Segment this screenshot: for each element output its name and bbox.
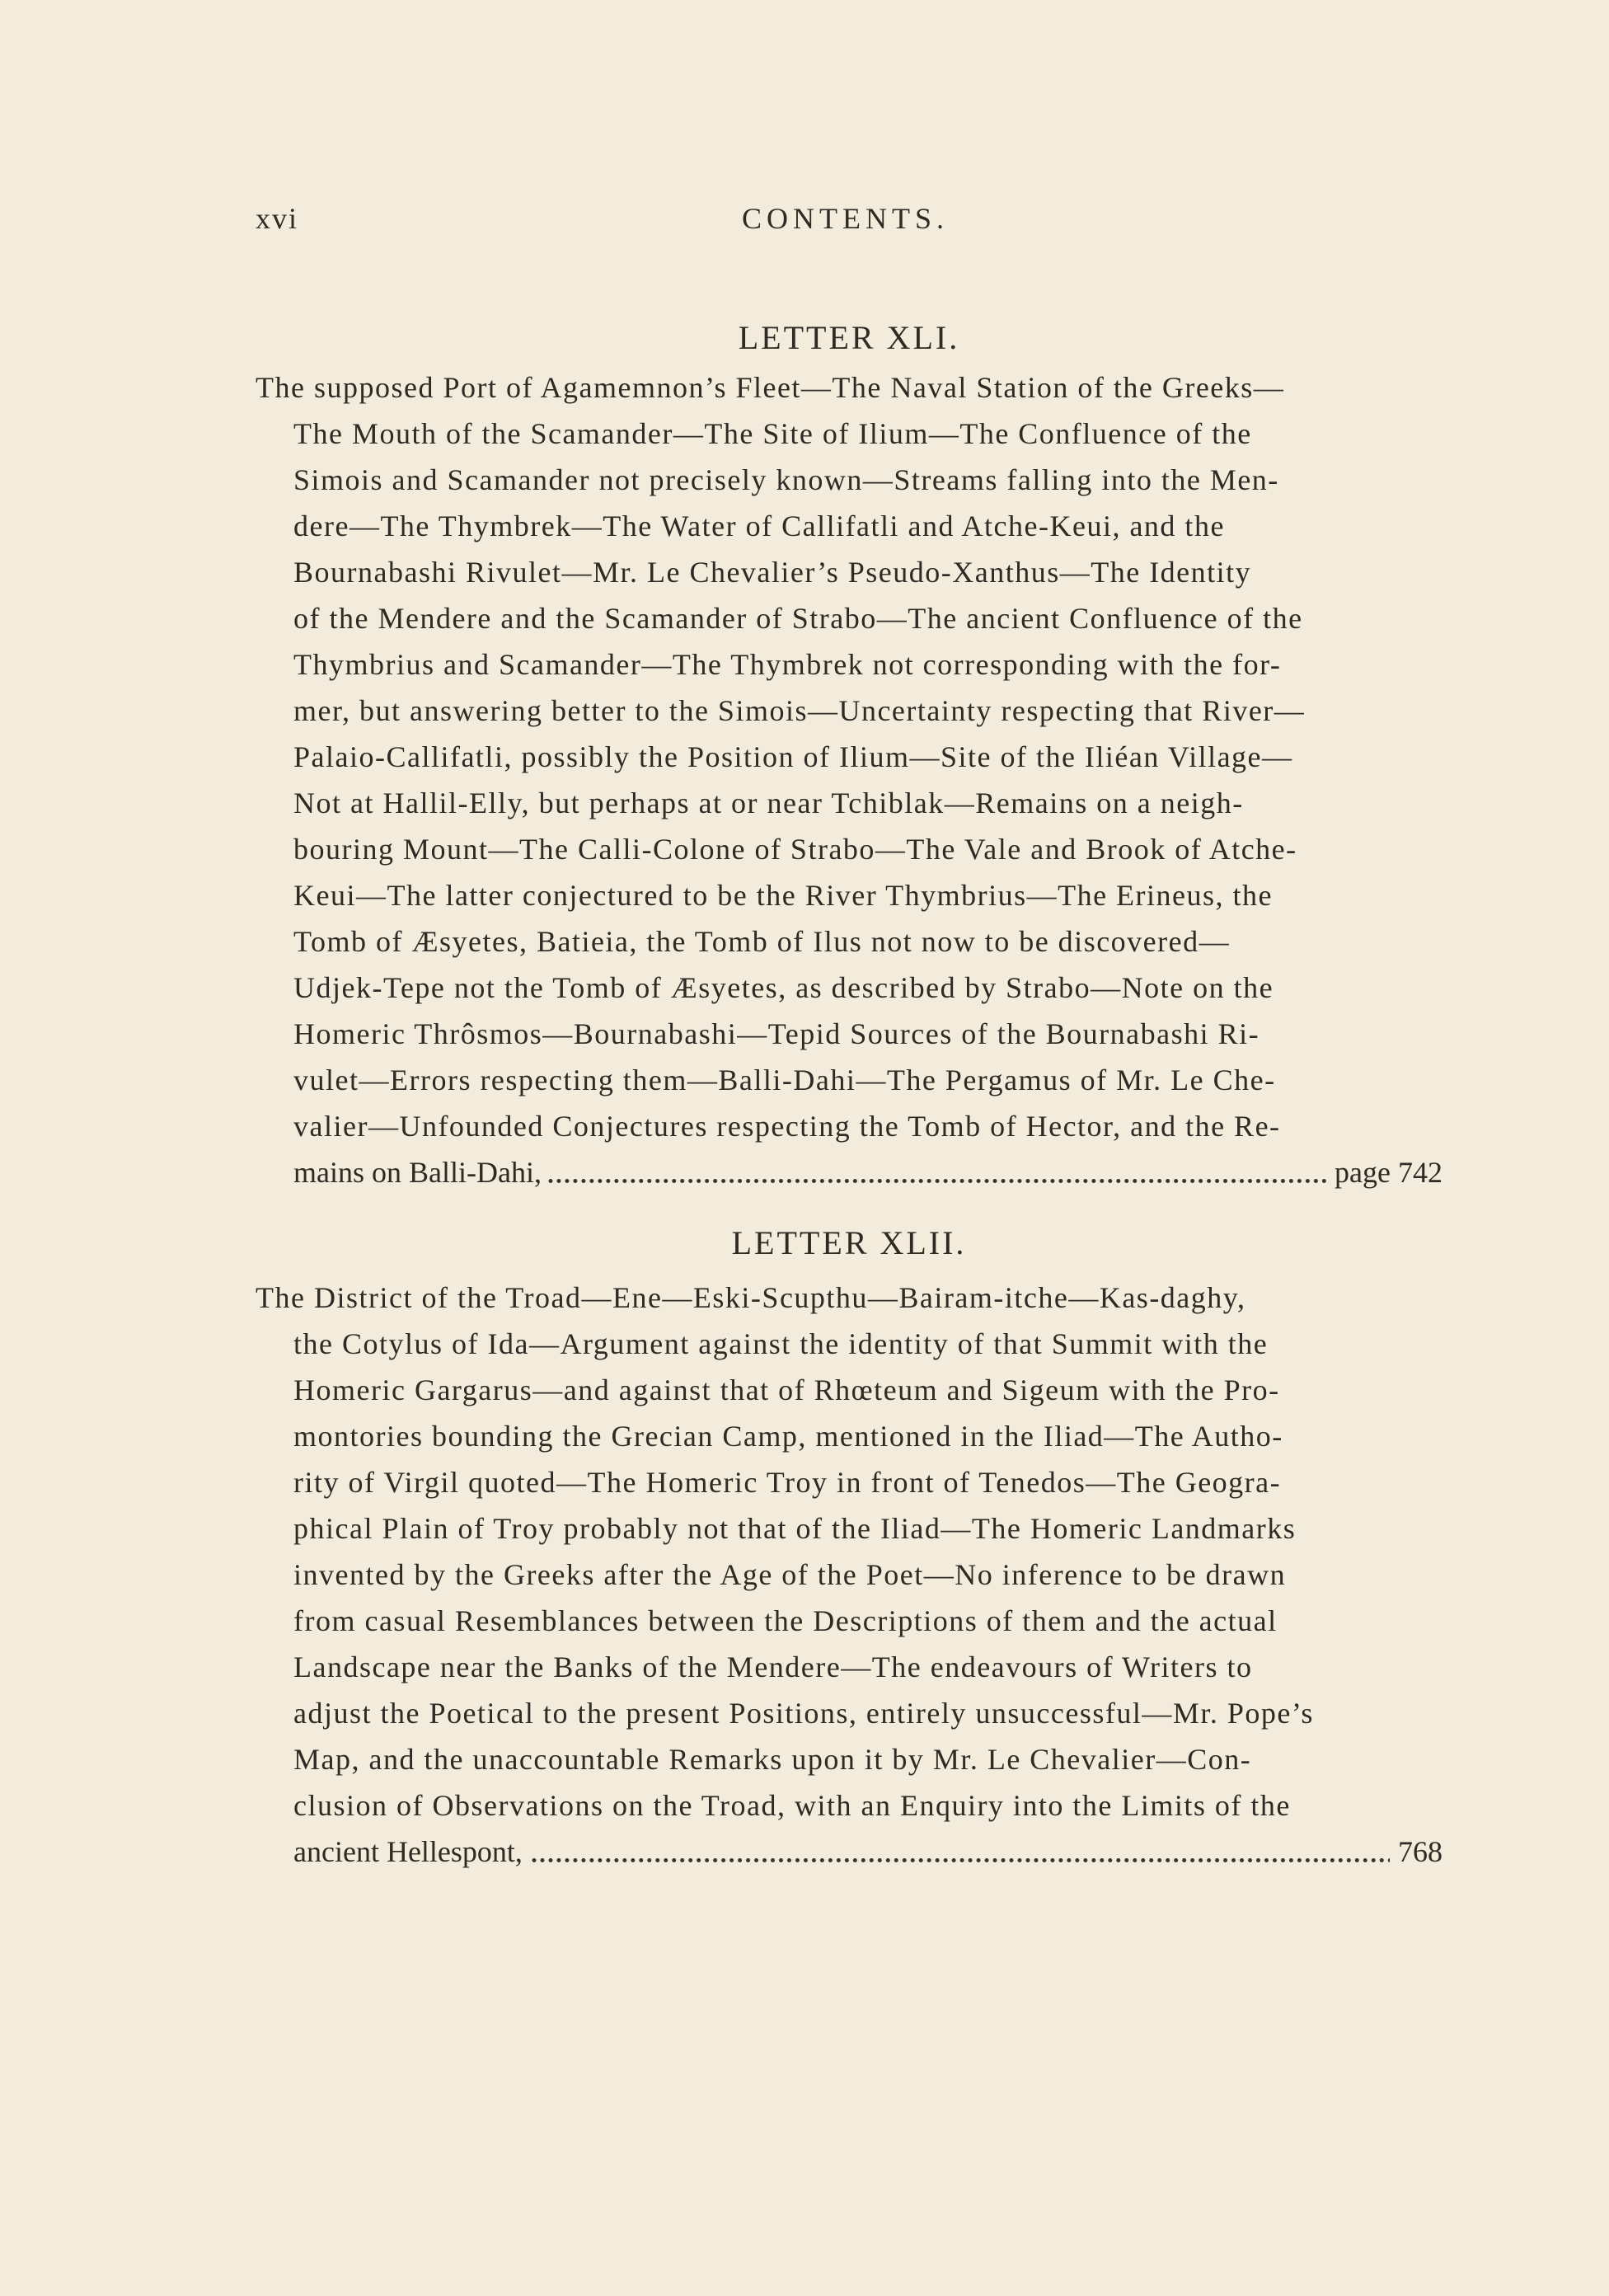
entry-line: The District of the Troad—Ene—Eski-Scupthu—Bairam-itche—Kas-daghy, (256, 1281, 1246, 1314)
entry-line: dere—The Thymbrek—The Water of Callifatli and Atche-Keui, and the (293, 509, 1225, 542)
entry-line: Simois and Scamander not precisely known—Streams falling into the Men- (293, 463, 1279, 496)
entry-line: Landscape near the Banks of the Mendere—The endeavours of Writers to (293, 1650, 1253, 1683)
running-head: CONTENTS. (742, 202, 949, 235)
entry-line: of the Mendere and the Scamander of Strabo—The ancient Confluence of the (293, 602, 1303, 635)
entry-line: rity of Virgil quoted—The Homeric Troy in front of Tenedos—The Geogra- (293, 1466, 1282, 1499)
entry-last-line (293, 1829, 1442, 1875)
entry-line: clusion of Observations on the Troad, with an Enquiry into the Limits of the (293, 1789, 1291, 1822)
entry-line: Homeric Thrôsmos—Bournabashi—Tepid Sources of the Bournabashi Ri- (293, 1017, 1260, 1050)
entry-line: valier—Unfounded Conjectures respecting the Tomb of Hector, and the Re- (293, 1110, 1281, 1143)
entry-line: Not at Hallil-Elly, but perhaps at or near Tchiblak—Remains on a neigh- (293, 786, 1244, 819)
entry-line: invented by the Greeks after the Age of the Poet—No inference to be drawn (293, 1558, 1287, 1591)
letter-heading: LETTER XLI. (738, 319, 960, 356)
entry-line: from casual Resemblances between the Descriptions of them and the actual (293, 1604, 1278, 1637)
entry-line: vulet—Errors respecting them—Balli-Dahi—The Pergamus of Mr. Le Che- (293, 1063, 1276, 1096)
entry-line: the Cotylus of Ida—Argument against the identity of that Summit with the (293, 1327, 1269, 1360)
entry-line: The supposed Port of Agamemnon’s Fleet—The Naval Station of the Greeks— (256, 371, 1285, 404)
entry-line: Keui—The latter conjectured to be the River Thymbrius—The Erineus, the (293, 879, 1274, 912)
page-header (256, 201, 1393, 251)
entry-line: mer, but answering better to the Simois—Uncertainty respecting that River— (293, 694, 1306, 727)
entry-line: adjust the Poetical to the present Positions, entirely unsuccessful—Mr. Pope’s (293, 1697, 1314, 1730)
entry-last-line (293, 1149, 1442, 1195)
entry-line: Tomb of Æsyetes, Batieia, the Tomb of Ilus not now to be discovered— (293, 925, 1231, 958)
entry-line: Udjek-Tepe not the Tomb of Æsyetes, as described by Strabo—Note on the (293, 971, 1274, 1004)
entry-line: mains on Balli-Dahi, (293, 1149, 548, 1195)
entry-line: ancient Hellespont, (293, 1829, 529, 1875)
page-reference: 768 (1390, 1829, 1442, 1875)
entry-line: montories bounding the Grecian Camp, mentioned in the Iliad—The Autho- (293, 1420, 1283, 1453)
entry-line: Map, and the unaccountable Remarks upon it by Mr. Le Chevalier—Con- (293, 1743, 1252, 1776)
entry-line: Palaio-Callifatli, possibly the Position of Ilium—Site of the Iliéan Village— (293, 740, 1293, 773)
letter-heading: LETTER XLII. (731, 1224, 967, 1261)
entry-line: phical Plain of Troy probably not that of the Iliad—The Homeric Landmarks (293, 1512, 1297, 1545)
entry-line: Homeric Gargarus—and against that of Rhœteum and Sigeum with the Pro- (293, 1373, 1280, 1406)
entry-line: The Mouth of the Scamander—The Site of Ilium—The Confluence of the (293, 417, 1252, 450)
page-reference: page 742 (1326, 1149, 1442, 1195)
entry-line: bouring Mount—The Calli-Colone of Strabo—The Vale and Brook of Atche- (293, 833, 1297, 866)
entry-line: Thymbrius and Scamander—The Thymbrek not corresponding with the for- (293, 648, 1282, 681)
entry-line: Bournabashi Rivulet—Mr. Le Chevalier’s Pseudo-Xanthus—The Identity (293, 556, 1252, 589)
folio-number: xvi (256, 202, 299, 235)
